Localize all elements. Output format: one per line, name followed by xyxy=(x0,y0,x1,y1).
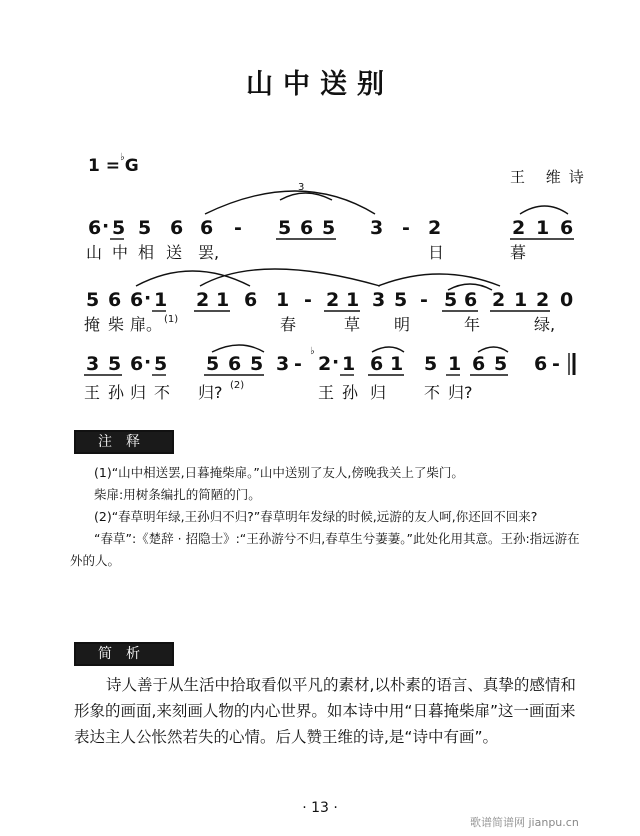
notes-body xyxy=(70,462,590,572)
svg-text:2: 2 xyxy=(326,289,340,311)
svg-text:1: 1 xyxy=(342,353,356,375)
svg-text:3: 3 xyxy=(86,353,100,375)
svg-text:6: 6 xyxy=(244,289,258,311)
svg-text:2: 2 xyxy=(428,217,442,239)
svg-text:6: 6 xyxy=(130,289,144,311)
svg-text:5: 5 xyxy=(424,353,438,375)
svg-text:2: 2 xyxy=(492,289,506,311)
svg-text:5: 5 xyxy=(278,217,292,239)
svg-text:1: 1 xyxy=(154,289,168,311)
svg-text:6: 6 xyxy=(534,353,548,375)
svg-text:6: 6 xyxy=(200,217,214,239)
svg-text:中: 中 xyxy=(112,243,129,262)
svg-text:3: 3 xyxy=(370,217,384,239)
svg-text:5: 5 xyxy=(138,217,152,239)
svg-text:3: 3 xyxy=(298,182,305,193)
svg-text:5: 5 xyxy=(112,217,126,239)
score-row-3 xyxy=(86,346,560,375)
notes-header: 注释 xyxy=(74,430,174,454)
svg-text:5: 5 xyxy=(154,353,168,375)
svg-text:相: 相 xyxy=(138,243,155,262)
lyrics-row-2 xyxy=(84,314,555,334)
svg-text:王: 王 xyxy=(84,383,101,402)
svg-text:·: · xyxy=(102,215,110,237)
svg-text:归: 归 xyxy=(370,383,387,402)
svg-text:不: 不 xyxy=(154,383,171,402)
svg-text:1: 1 xyxy=(390,353,404,375)
svg-text:掩: 掩 xyxy=(84,315,101,334)
svg-text:1: 1 xyxy=(514,289,528,311)
svg-text:日: 日 xyxy=(428,243,445,262)
svg-text:-: - xyxy=(402,217,410,239)
page-title: 山中送别 xyxy=(246,69,394,100)
svg-text:6: 6 xyxy=(228,353,242,375)
svg-text:王: 王 xyxy=(318,383,335,402)
svg-text:5: 5 xyxy=(250,353,264,375)
analysis-text: 诗人善于从生活中拾取看似平凡的素材,以朴素的语言、真挚的感情和形象的画面,来刻画人物的内心世界。如本诗中用“日暮掩柴扉”这一画面来表达主人公怅然若失的心情。后人赞王维的诗,是“诗中有画”。 xyxy=(74,676,576,746)
svg-text:归?: 归? xyxy=(198,383,223,402)
svg-text:暮: 暮 xyxy=(510,243,527,262)
key-signature: 1 =♭G xyxy=(88,152,139,176)
page-number: · 13 · xyxy=(302,800,338,816)
svg-text:6: 6 xyxy=(464,289,478,311)
svg-text:6: 6 xyxy=(560,217,574,239)
svg-text:5: 5 xyxy=(86,289,100,311)
svg-text:6: 6 xyxy=(300,217,314,239)
svg-text:-: - xyxy=(304,289,312,311)
svg-text:孙: 孙 xyxy=(108,383,125,402)
svg-text:5: 5 xyxy=(206,353,220,375)
svg-text:不: 不 xyxy=(424,383,441,402)
poem-author: 王 维诗 xyxy=(510,168,592,186)
svg-text:·: · xyxy=(144,287,152,309)
score-row-2 xyxy=(86,287,573,311)
svg-text:3: 3 xyxy=(372,289,386,311)
note-paragraph-4: “春草”:《楚辞 · 招隐士》:“王孙游兮不归,春草生兮萋萋。”此处化用其意。王孙:指远游在外的人。 xyxy=(70,531,580,568)
lyrics-row-3 xyxy=(84,380,473,402)
svg-text:-: - xyxy=(552,353,560,375)
svg-text:5: 5 xyxy=(322,217,336,239)
svg-text:归?: 归? xyxy=(448,383,473,402)
svg-text:送: 送 xyxy=(166,243,183,262)
svg-text:-: - xyxy=(294,353,302,375)
watermark: 歌谱简谱网 jianpu.cn xyxy=(470,816,579,829)
svg-text:♭: ♭ xyxy=(310,346,315,357)
svg-text:孙: 孙 xyxy=(342,383,359,402)
svg-text:6: 6 xyxy=(370,353,384,375)
analysis-header: 简析 xyxy=(74,642,174,666)
svg-text:-: - xyxy=(420,289,428,311)
svg-text:罢,: 罢, xyxy=(198,243,220,262)
svg-text:5: 5 xyxy=(494,353,508,375)
svg-text:(2): (2) xyxy=(230,380,245,391)
svg-text:-: - xyxy=(234,217,242,239)
svg-text:6: 6 xyxy=(88,217,102,239)
svg-text:年: 年 xyxy=(464,315,481,334)
svg-text:明: 明 xyxy=(394,315,411,334)
svg-text:1: 1 xyxy=(448,353,462,375)
svg-text:春: 春 xyxy=(280,315,297,334)
svg-text:绿,: 绿, xyxy=(534,315,556,334)
svg-text:5: 5 xyxy=(444,289,458,311)
svg-text:6: 6 xyxy=(170,217,184,239)
note-paragraph-1: (1)“山中相送罢,日暮掩柴扉。”山中送别了友人,傍晚我关上了柴门。 xyxy=(94,465,464,480)
svg-text:0: 0 xyxy=(560,289,574,311)
note-paragraph-2: 柴扉:用树条编扎的简陋的门。 xyxy=(94,487,261,502)
svg-text:6: 6 xyxy=(108,289,122,311)
svg-text:·: · xyxy=(144,351,152,373)
svg-text:归: 归 xyxy=(130,383,147,402)
score-row-1 xyxy=(88,182,573,239)
svg-text:2: 2 xyxy=(512,217,526,239)
svg-text:2: 2 xyxy=(318,353,332,375)
svg-text:5: 5 xyxy=(394,289,408,311)
svg-text:5: 5 xyxy=(108,353,122,375)
svg-text:6: 6 xyxy=(472,353,486,375)
svg-text:2: 2 xyxy=(536,289,550,311)
svg-text:6: 6 xyxy=(130,353,144,375)
svg-text:柴: 柴 xyxy=(108,315,125,334)
svg-text:1: 1 xyxy=(276,289,290,311)
svg-text:·: · xyxy=(332,351,340,373)
svg-text:草: 草 xyxy=(344,315,361,334)
svg-text:1: 1 xyxy=(536,217,550,239)
svg-text:(1): (1) xyxy=(164,314,179,325)
svg-text:扉。: 扉。 xyxy=(130,315,163,334)
svg-text:1: 1 xyxy=(216,289,230,311)
lyrics-row-1 xyxy=(86,243,526,262)
svg-text:3: 3 xyxy=(276,353,290,375)
svg-text:1: 1 xyxy=(346,289,360,311)
svg-text:山: 山 xyxy=(86,243,103,262)
svg-text:2: 2 xyxy=(196,289,210,311)
note-paragraph-3: (2)“春草明年绿,王孙归不归?”春草明年发绿的时候,远游的友人呵,你还回不回来? xyxy=(94,509,538,524)
